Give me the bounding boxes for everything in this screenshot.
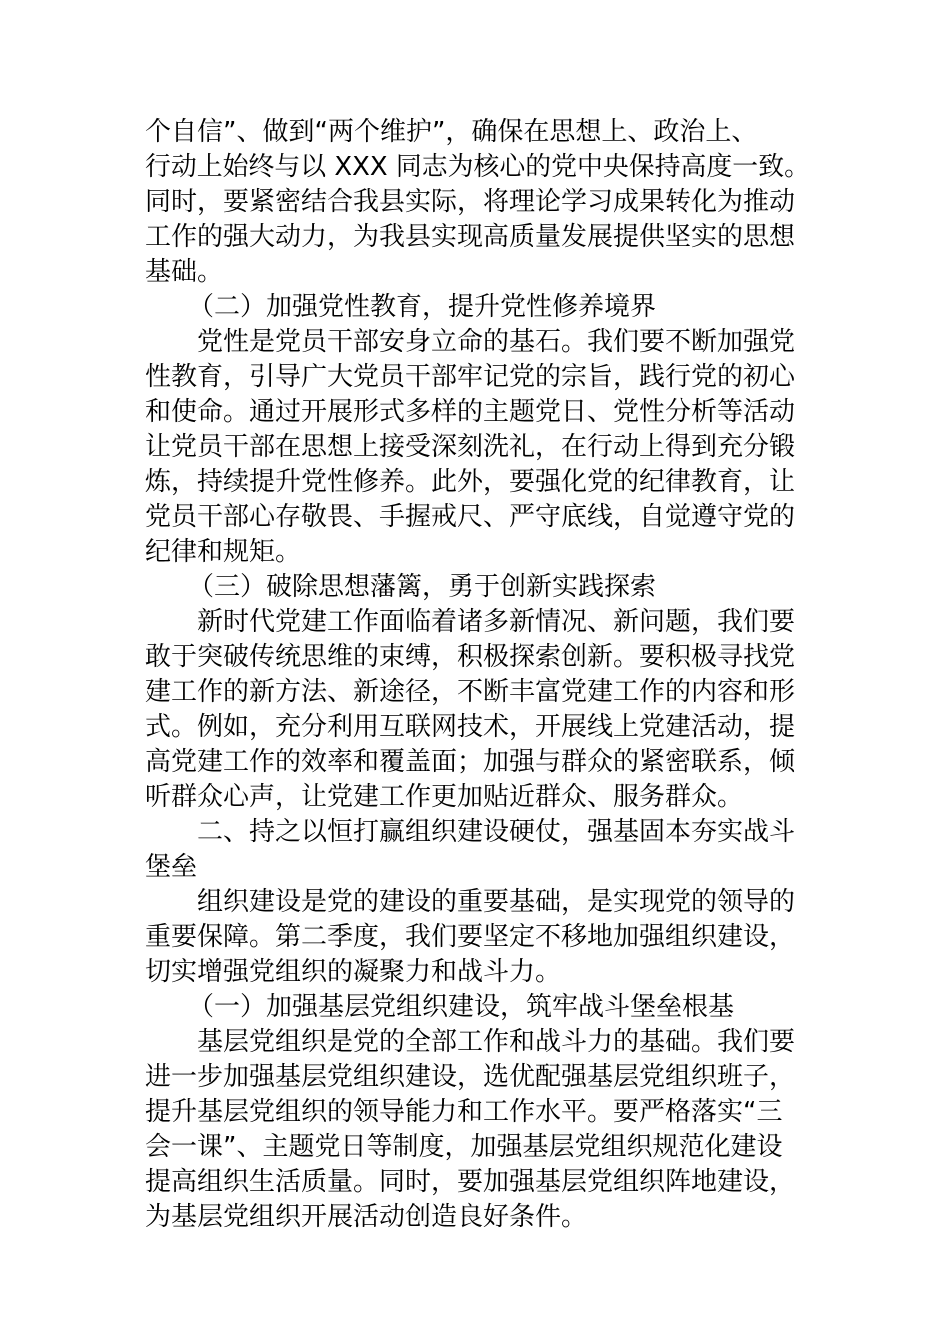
text-line: 会一课”、主题党日等制度，加强基层党组织规范化建设	[145, 1132, 783, 1162]
section-heading: （二）加强党性教育，提升党性修养境界	[188, 292, 657, 322]
text-line: 建工作的新方法、新途径，不断丰富党建工作的内容和形	[145, 677, 796, 707]
text-line: 提高组织生活质量。同时，要加强基层党组织阵地建设，	[145, 1167, 796, 1197]
text-line: 性教育，引导广大党员干部牢记党的宗旨，践行党的初心	[145, 362, 796, 392]
text-line: 和使命。通过开展形式多样的主题党日、党性分析等活动	[145, 397, 796, 427]
text-line: 敢于突破传统思维的束缚，积极探索创新。要积极寻找党	[145, 642, 796, 672]
text-line: 高党建工作的效率和覆盖面；加强与群众的紧密联系，倾	[145, 747, 796, 777]
text-line: 纪律和规矩。	[145, 537, 302, 567]
text-line: 基础。	[145, 257, 224, 287]
text-line: 听群众心声，让党建工作更加贴近群众、服务群众。	[145, 782, 744, 812]
text-line: 党员干部心存敬畏、手握戒尺、严守底线，自觉遵守党的	[145, 502, 796, 532]
text-line: 炼，持续提升党性修养。此外，要强化党的纪律教育，让	[145, 467, 796, 497]
text-line: 党性是党员干部安身立命的基石。我们要不断加强党	[197, 327, 796, 357]
chapter-heading: 二、持之以恒打赢组织建设硬仗，强基固本夯实战斗	[197, 817, 796, 847]
text-line: 同时，要紧密结合我县实际，将理论学习成果转化为推动	[145, 187, 796, 217]
text-line: 进一步加强基层党组织建设，选优配强基层党组织班子，	[145, 1062, 796, 1092]
text-line: 提升基层党组织的领导能力和工作水平。要严格落实“三	[145, 1097, 783, 1127]
text-line: 工作的强大动力，为我县实现高质量发展提供坚实的思想	[145, 222, 796, 252]
text-line: 切实增强党组织的凝聚力和战斗力。	[145, 957, 562, 987]
section-heading: （一）加强基层党组织建设，筑牢战斗堡垒根基	[188, 992, 735, 1022]
text-line: 个自信”、做到“两个维护”，确保在思想上、政治上、	[145, 117, 758, 147]
section-heading: （三）破除思想藩篱，勇于创新实践探索	[188, 572, 657, 602]
text-line: 组织建设是党的建设的重要基础，是实现党的领导的	[197, 887, 796, 917]
text-line: 行动上始终与以 XXX 同志为核心的党中央保持高度一致。	[145, 152, 810, 182]
chapter-heading: 堡垒	[145, 852, 198, 882]
text-line: 新时代党建工作面临着诸多新情况、新问题，我们要	[197, 607, 796, 637]
text-line: 重要保障。第二季度，我们要坚定不移地加强组织建设，	[145, 922, 796, 952]
text-line: 让党员干部在思想上接受深刻洗礼，在行动上得到充分锻	[145, 432, 796, 462]
text-line: 为基层党组织开展活动创造良好条件。	[145, 1202, 588, 1232]
text-line: 基层党组织是党的全部工作和战斗力的基础。我们要	[197, 1027, 796, 1057]
text-line: 式。例如，充分利用互联网技术，开展线上党建活动，提	[145, 712, 796, 742]
